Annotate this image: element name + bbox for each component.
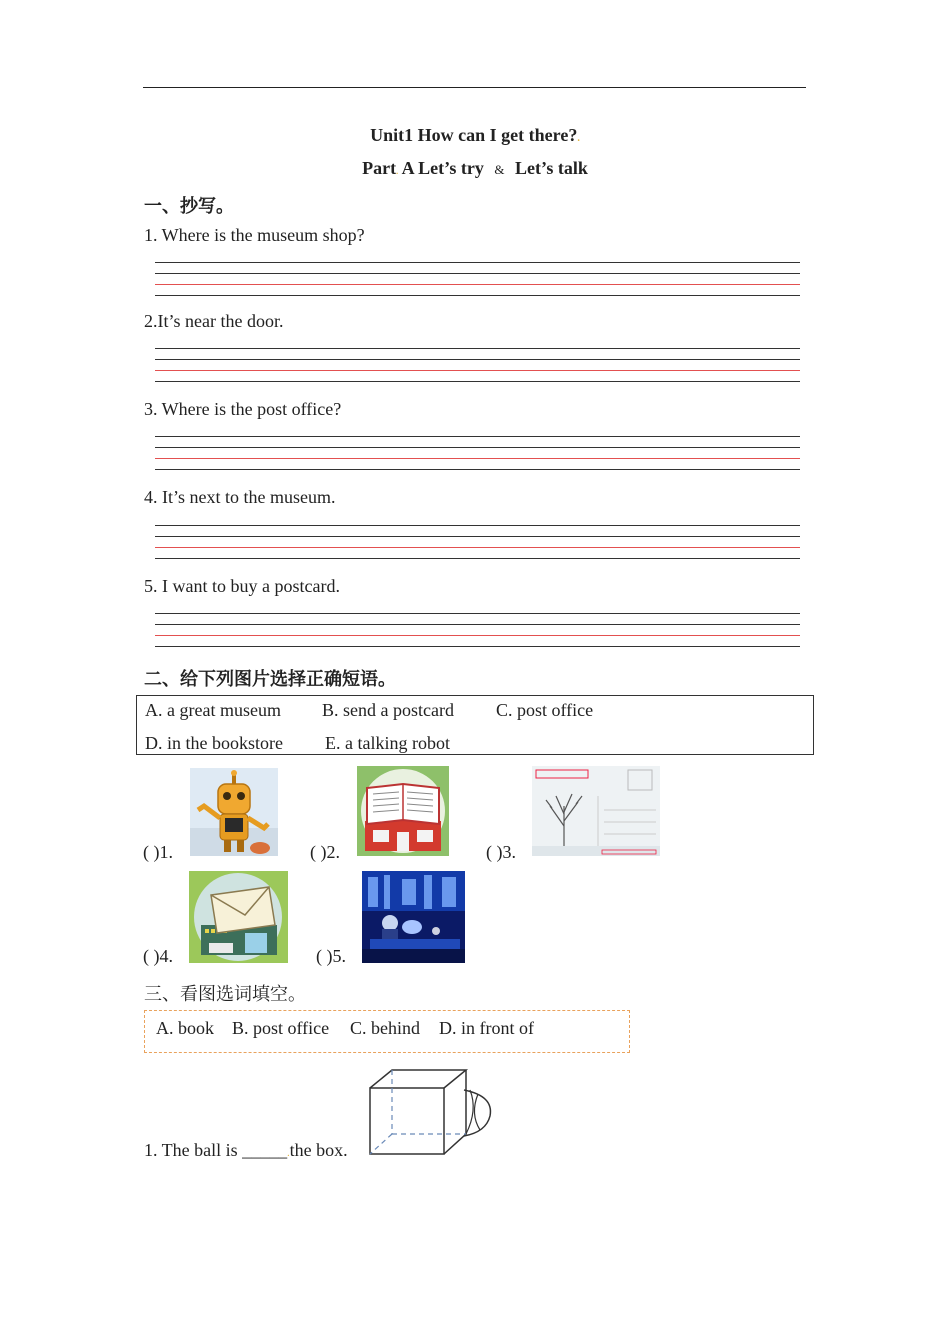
word-a: A. book xyxy=(156,1018,214,1038)
writing-lines-4[interactable] xyxy=(155,525,800,561)
worksheet-title: Unit1 How can I get there?. xyxy=(370,125,580,145)
writing-lines-3[interactable] xyxy=(155,436,800,472)
copy-sentence-1: 1. Where is the museum shop? xyxy=(144,225,365,245)
section1-heading: 一、抄写。 xyxy=(144,196,234,217)
copy-sentence-5: 5. I want to buy a postcard. xyxy=(144,576,340,596)
worksheet-subtitle: Part. A Let’s try & Let’s talk xyxy=(362,158,588,178)
option-e: E. a talking robot xyxy=(325,733,450,753)
option-d: D. in the bookstore xyxy=(145,733,283,753)
robot-image xyxy=(190,768,278,856)
question-3-label[interactable]: ( )3. xyxy=(486,842,516,862)
header-rule xyxy=(143,87,806,88)
bookstore-image xyxy=(357,766,449,856)
question-2-label[interactable]: ( )2. xyxy=(310,842,340,862)
writing-lines-5[interactable] xyxy=(155,613,800,649)
writing-lines-1[interactable] xyxy=(155,262,800,298)
question-1-label[interactable]: ( )1. xyxy=(143,842,173,862)
word-b: B. post office xyxy=(232,1018,330,1038)
postcard-image xyxy=(532,766,660,856)
section3-heading: 三、看图选词填空。 xyxy=(144,984,306,1005)
question-4-label[interactable]: ( )4. xyxy=(143,946,173,966)
copy-sentence-2: 2.It’s near the door. xyxy=(144,311,284,331)
fill-question-1: 1. The ball is _____.the box. xyxy=(144,1140,348,1160)
post-office-image xyxy=(189,871,288,963)
word-c: C. behind xyxy=(350,1018,420,1038)
section2-heading: 二、给下列图片选择正确短语。 xyxy=(144,669,396,690)
option-a: A. a great museum xyxy=(145,700,281,720)
option-c: C. post office xyxy=(496,700,594,720)
copy-sentence-4: 4. It’s next to the museum. xyxy=(144,487,336,507)
word-bank-box xyxy=(144,1010,630,1053)
box-and-ball-image xyxy=(366,1066,496,1158)
question-5-label[interactable]: ( )5. xyxy=(316,946,346,966)
writing-lines-2[interactable] xyxy=(155,348,800,384)
museum-image xyxy=(362,871,465,963)
copy-sentence-3: 3. Where is the post office? xyxy=(144,399,342,419)
option-b: B. send a postcard xyxy=(322,700,454,720)
word-d: D. in front of xyxy=(439,1018,534,1038)
options-box xyxy=(136,695,814,755)
